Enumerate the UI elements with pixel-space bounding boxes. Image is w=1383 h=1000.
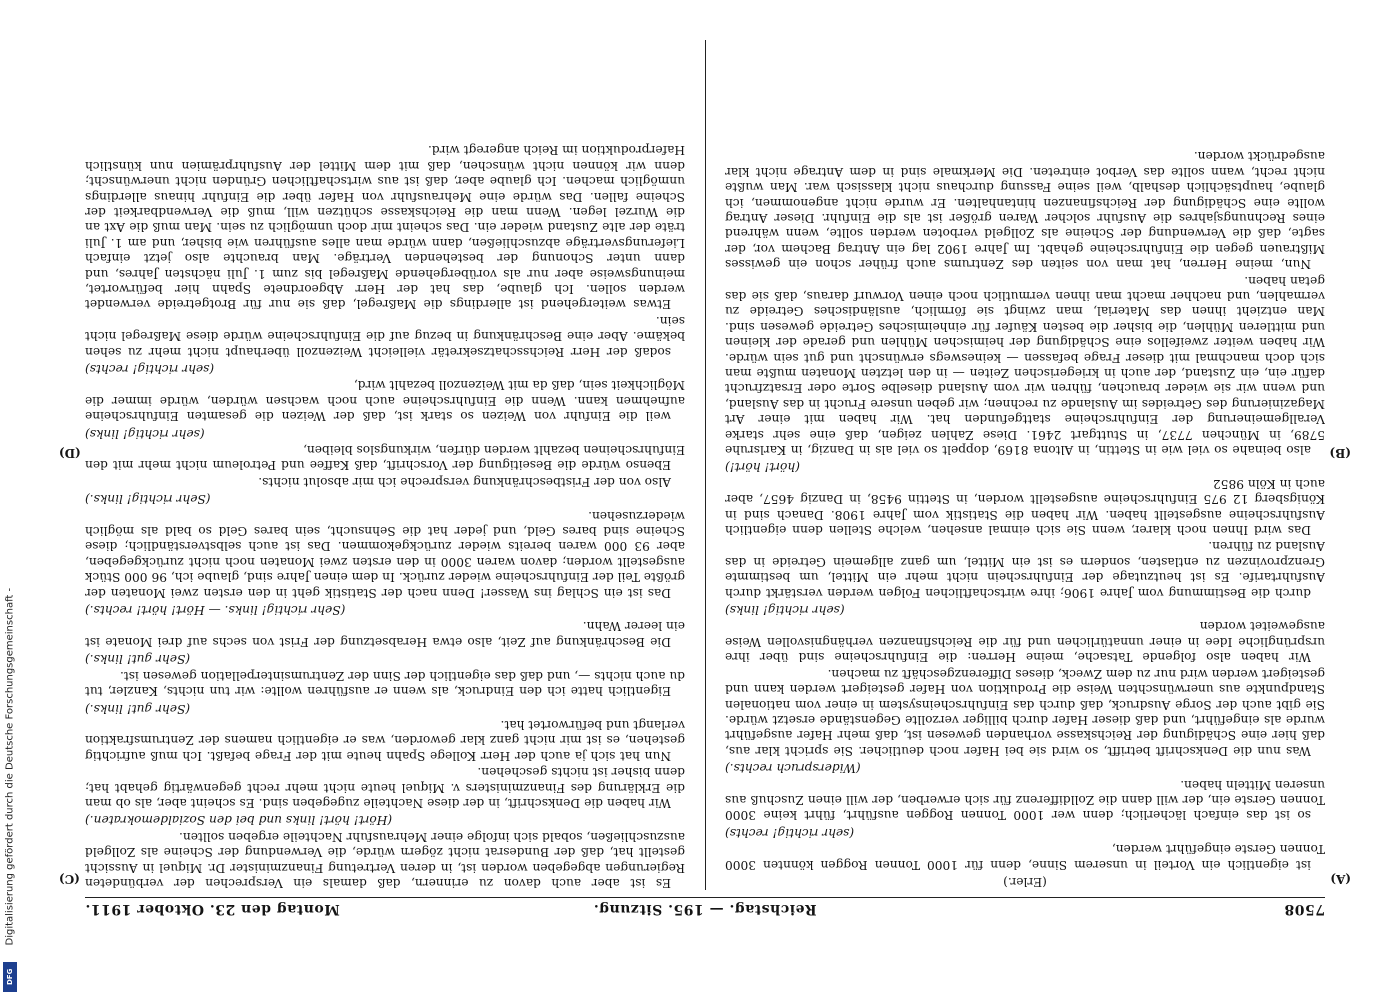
speaker-label: (Erler.): [1003, 875, 1047, 889]
paragraph: ist eigentlich ein Vorteil in unserem Sinne, denn für 1000 Tonnen Roggen könnten 3000 Tonnen Gerste eingeführt werden,: [725, 842, 1325, 872]
paragraph: Wir haben also folgende Tatsache, meine Herren: die Einfuhrscheine sind über ihre ursprüngliche Idee in einer unnatürlichen und für die Reichsfinanzen verhängnisvollen Weise ausgeweitet worden: [725, 619, 1325, 665]
paragraph: Das ist ein Schlag ins Wasser! Denn nach der Statistik geht in den ersten zwei Monaten der größte Teil der Einfuhrscheine wieder zurück. In dem einen Jahre sind, glaube ich, 96 000 Stück ausgestellt worden; davon waren 3000 in den ersten zwei Monaten noch nicht zurückgegeben, aber 93 000 waren bereits wieder zurückgekommen. Das ist auch selbstverständlich; diese Scheine sind bares Geld, und jeder hat die Sehnsucht, sein bares Geld so bald als möglich wiederzusehen.: [85, 508, 685, 600]
paragraph: Nun hat sich ja auch der Herr Kollege Spahn heute mit der Frage befaßt. Ich muß aufrichtig gestehen, es ist mir nicht ganz klar geworden, was er eigentlich namens der Zentrumsfraktion verlangt und befürwortet hat.: [85, 717, 685, 763]
paragraph: weil die Einfuhr von Weizen so stark ist, daß der Weizen die gesamten Einfuhrscheine aufnehmen kann. Wenn die Einfuhrscheine auch noch wachsen würden, würde immer die Möglichkeit sein, daß da mit Weizenzoll bezahlt wird,: [85, 378, 685, 424]
paragraph: sodaß der Herr Reichsschatzsekretär vielleicht Weizenzoll überhaupt nicht mehr zu sehen bekäme. Aber eine Beschränkung in bezug auf die Einfuhrscheine würde diese Maßregel nicht sein.: [85, 313, 685, 359]
paragraph: Die Beschränkung auf Zeit, also etwa Herabsetzung der Frist von sechs auf drei Monate ist ein leerer Wahn.: [85, 619, 685, 649]
paragraph: Eigentlich hatte ich den Eindruck, als wenn er ausführen wollte: wir tun nichts, Kanzler, tut du auch nichts —, und daß das eigentlich der Sinn der Zentrumsinterpellation gewesen ist.: [85, 668, 685, 699]
session-title: Reichstag. — 195. Sitzung.: [593, 901, 817, 917]
margin-marker-d: (D): [59, 446, 81, 460]
paragraph: Das wird Ihnen noch klarer, wenn Sie sich einmal ansehen, welche Stellen denn eigentlich Ausfuhrscheine ausgestellt haben. Wir haben die Statistik vom Jahre 1908. Danach sind in Königsberg 12 975 Einfuhrscheine ausgestellt worden, in Stettin 9458, in Danzig 4657, aber auch in Köln 9852: [725, 476, 1325, 538]
interjection: (hört! hört!): [725, 460, 800, 475]
dfg-logo-icon: DFG: [3, 962, 17, 992]
interjection: (Sehr gut! links.): [85, 701, 191, 716]
right-text-column: [85, 30, 685, 890]
paragraph: Etwas weitergehend ist allerdings die Maßregel, daß sie nur für Brotgetreide verwendet werden sollen. Ich glaube, das hat der Herr Abgeordnete Spahn hier befürwortet, meinungsweise aber nur als vorübergehende Maßregel bis zum 1. Juli nächsten Jahres, und dann unter Schonung der bestehenden Verträge. Man brauchte also jetzt einfach Lieferungsverträge abzuschließen, dann würde man alles ausführen wie bisher, und am 1. Juli träte der alte Zustand wieder ein. Das scheint mir doch unmöglich zu sein. Man muß die Axt an die Wurzel legen. Wenn man die Reichskasse schützen will, muß die Verwendbarkeit der Scheine fallen. Das würde eine Mehrausfuhr von Hafer über die Einfuhr hinaus allerdings unmöglich machen. Ich glaube aber, daß ist aus wirtschaftlichen Gründen nicht unerwünscht; denn wir können nicht wünschen, daß mit dem Mittel der Ausfuhrprämien nun künstlich Haferproduktion im Reich angeregt wird.: [85, 143, 685, 312]
page-number: 7508: [1284, 901, 1325, 917]
paragraph: so ist das einfach lächerlich; denn wer 1000 Tonnen Roggen ausführt, führt keine 3000 Tonnen Gerste ein, der will dann die Zolldifferenz für sich erwerben, der will einen Zuschuß aus unseren Mitteln haben.: [725, 777, 1325, 823]
paragraph: Nun, meine Herren, hat man von seiten des Zentrums auch früher schon ein gewisses Mißtrauen gegen die Einfuhrscheine gehabt. Im Jahre 1902 lag ein Antrag Bachem vor, der sagte, daß die Verwendung der Scheine als Zollgeld verboten werden sollte, wenn während eines Rechnungsjahres die Ausfuhr solcher Waren größer ist als die Einfuhr. Dieser Antrag wollte eine Schädigung der Reichsfinanzen hintanhalten. Er wurde nicht angenommen, ich glaube, hauptsächlich deshalb, weil seine Fassung durchaus nicht klassisch war. Man wußte nicht recht, wann sollte das Verbot eintreten. Die Merkmale sind in dem Antrage nicht klar ausgedrückt worden.: [725, 149, 1325, 272]
page-header: [85, 897, 1325, 920]
digitization-credit-text: Digitalisierung gefördert durch die Deutsche Forschungsgemeinschaft -: [4, 587, 16, 946]
left-text-column: [725, 30, 1325, 890]
column-divider: [705, 40, 706, 890]
paragraph: Es ist aber auch davon zu erinnern, daß damals ein Versprechen der verbündeten Regierungen abgegeben worden ist, in deren Vertretung Finanzminister Dr. Miquel in Aussicht gestellt hat, daß der Bundesrat nicht zögern würde, die Verwendung der Scheine als Zollgeld auszuschließen, sobald sich infolge einer Mehrausfuhr Nachteile ergeben sollten.: [85, 829, 685, 890]
interjection: (Hört! hört! links und bei den Sozialdemokraten.): [85, 813, 393, 828]
paragraph: durch die Bestimmung vom Jahre 1906; ihre wirtschaftlichen Folgen werden verstärkt durch Ausfuhrtarife. Es ist heutzutage der Einfuhrschein nicht mehr ein Mittel, um bestimmte Grenzprovinzen zu entlasten, sondern es ist ein Mittel, um ganz allgemein Getreide in das Ausland zu führen.: [725, 539, 1325, 600]
interjection: (sehr richtig! rechts): [725, 825, 855, 840]
interjection: (sehr richtig! links): [725, 603, 845, 618]
scanned-page: [30, 0, 1383, 1000]
digitization-credit-strip: [0, 0, 22, 1000]
paragraph: Ebenso würde die Beseitigung der Vorschrift, daß Kaffee und Petroleum nicht mehr mit den Einfuhrscheinen bezahlt werden dürfen, wirkungslos bleiben,: [85, 443, 685, 473]
margin-marker-b: (B): [1329, 446, 1351, 460]
paragraph: Wir haben die Denkschrift, in der diese Nachteile zugegeben sind. Es scheint aber, als ob man die Erklärung des Finanzministers v. Miquel heute nicht mehr recht gegenwärtig gehabt hat; denn bisher ist nichts geschehen.: [85, 765, 685, 810]
interjection: (sehr richtig! links): [85, 426, 205, 441]
page-content: [59, 30, 1351, 920]
interjection: (Widerspruch rechts.): [725, 761, 861, 776]
paragraph: also beinahe so viel wie in Stettin, in Altona 8169, doppelt so viel als in Danzig, in Karlsruhe 5789, in München 7737, in Stuttgart 2461. Diese Zahlen zeigen, daß eine sehr starke Verallgemeinerung der Einfuhrscheine stattgefunden hat. Wir haben mit einer Art Magazinierung des Getreides im Auslande zu rechnen; wir geben unsere Frucht in das Ausland, und wenn wir sie wieder brauchen, führen wir vom Ausland dieselbe Sorte oder Ersatzfrucht dafür ein, ein Zustand, der auch in kriegerischen Zeiten — in den letzten Monaten mußte man sich doch manchmal mit dieser Frage befassen — keineswegs erwünscht und gut sein würde. Wir haben weiter zweifellos eine Schädigung der heimischen Mühlen und gerade der kleinen und mittleren Mühlen, die bisher die besten Käufer für einheimisches Getreide gewesen sind. Man entzieht ihnen das Material, man zwingt sie förmlich, ausländisches Getreide zu vermahlen, und nachher macht man ihnen vermutlich noch einen Vorwurf daraus, daß sie das getan haben.: [725, 273, 1325, 458]
interjection: (sehr richtig! rechts): [85, 362, 215, 376]
interjection: (Sehr gut! links.): [85, 652, 191, 667]
interjection: (Sehr richtig! links.): [85, 492, 211, 507]
interjection: (Sehr richtig! links. — Hört! hört! rechts.): [85, 603, 346, 618]
margin-marker-c: (C): [59, 872, 80, 886]
paragraph: Was nun die Denkschrift betrifft, so wird sie bei Hafer noch deutlicher. Sie spricht klar aus, daß hier eine Schädigung der Reichskasse vorhanden gewesen ist, daß mehr Hafer ausgeführt wurde als eingeführt, und daß dieser Hafer durch billiger verzollte Gegenstände ersetzt würde. Sie gibt auch der Sorge Ausdruck, daß durch das Einfuhrscheinsystem in einer vom nationalen Standpunkte aus unerwünschten Weise die Produktion von Hafer gesteigert werden kann und gesteigert werden wird nur zu dem Zweck, dieses Differenzgeschäft zu machen.: [725, 666, 1325, 758]
margin-marker-a: (A): [1330, 872, 1351, 886]
paragraph: Also von der Fristbeschränkung verspreche ich mir absolut nichts.: [258, 474, 671, 489]
session-date: Montag den 23. Oktober 1911.: [85, 901, 340, 917]
